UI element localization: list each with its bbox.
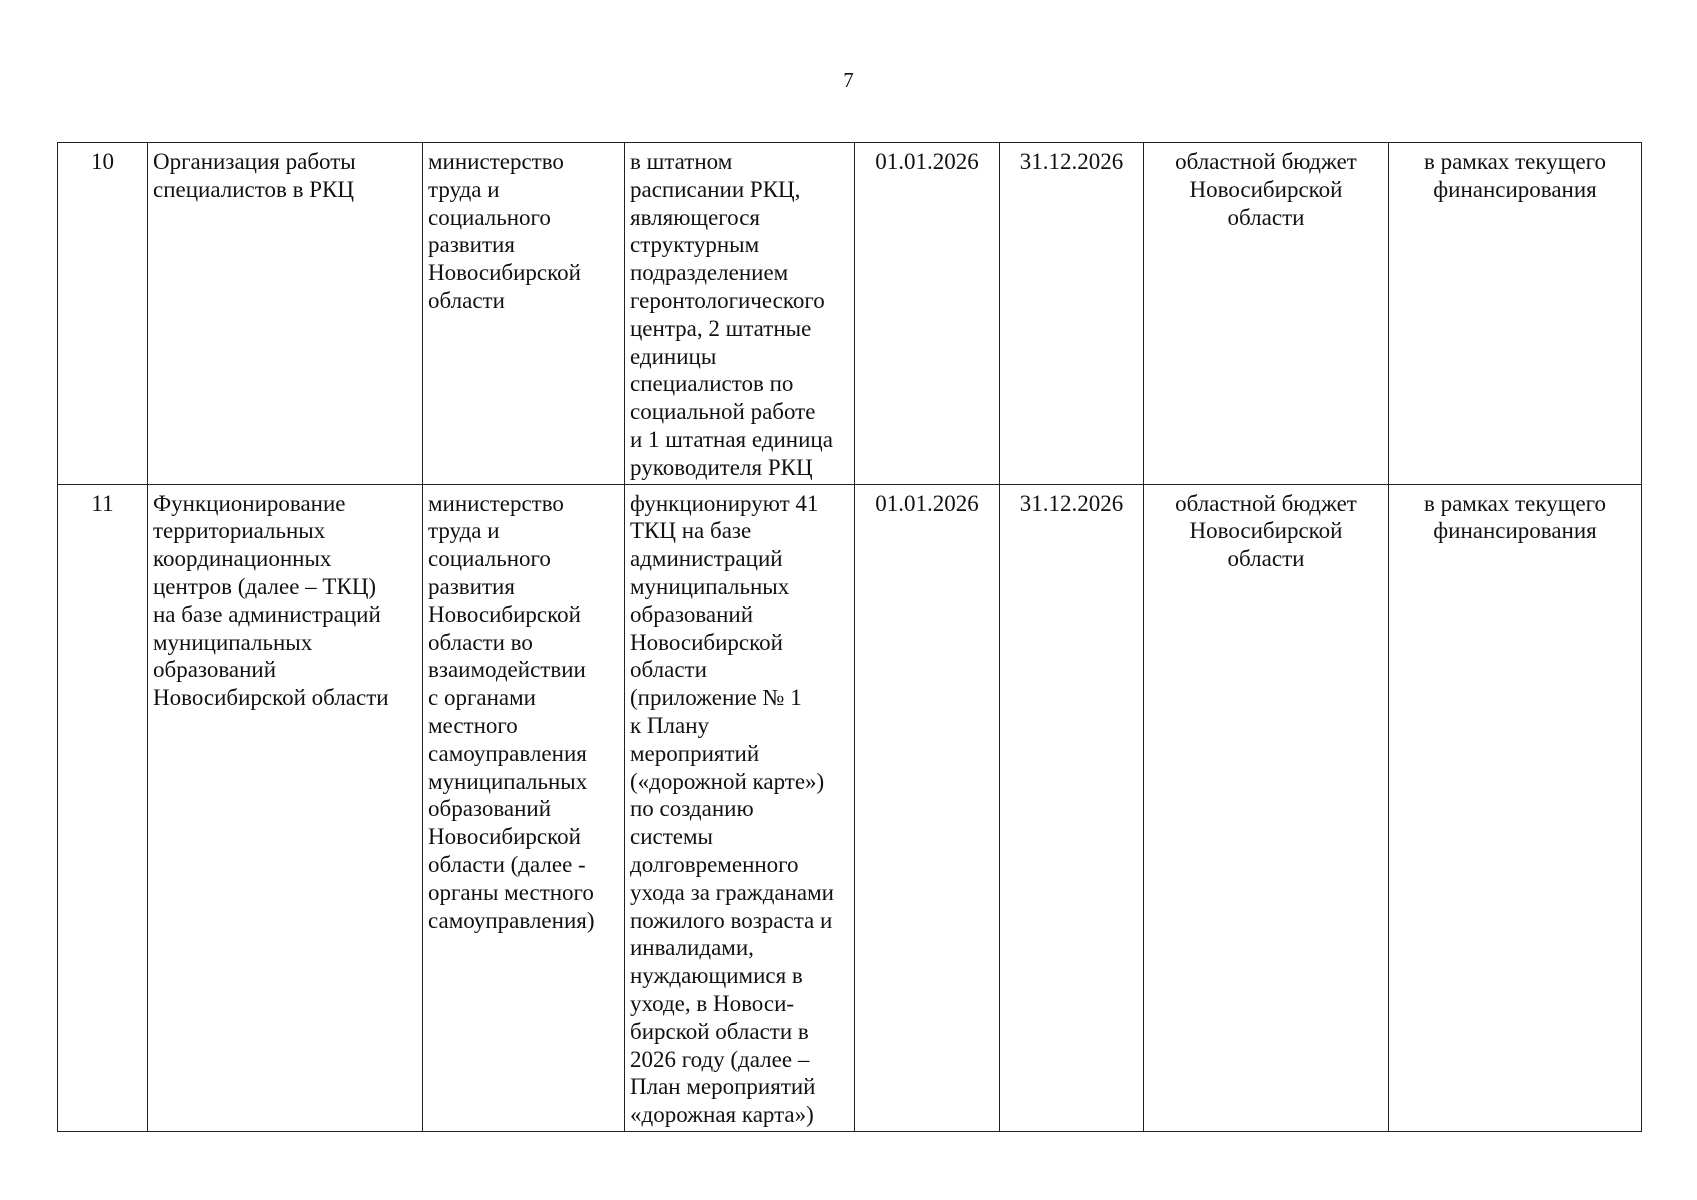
text-line: бирской области в: [630, 1018, 809, 1044]
cell-measure-name: [148, 484, 423, 1131]
text-line: социальной работе: [630, 399, 816, 425]
text-line: на базе администраций: [153, 601, 381, 627]
text-line: области (далее -: [428, 851, 586, 877]
cell-executor: [423, 484, 625, 1131]
text-line: центров (далее – ТКЦ): [153, 573, 377, 599]
text-line: муниципальных: [153, 629, 313, 655]
text-line: инвалидами,: [630, 935, 754, 961]
cell-financing: [1389, 143, 1642, 485]
text-line: расписании РКЦ,: [630, 176, 801, 202]
text-line: области во: [428, 629, 533, 655]
text-line: ухода за гражданами: [630, 879, 834, 905]
text-line: специалистов по: [630, 371, 794, 397]
text-line: (приложение № 1: [630, 685, 802, 711]
text-line: пожилого возраста и: [630, 907, 833, 933]
text-line: структурным: [630, 232, 760, 258]
text-line: («дорожной карте»): [630, 768, 825, 794]
text-line: труда и: [428, 518, 500, 544]
cell-result: [625, 143, 855, 485]
text-line: Новосибирской: [630, 629, 783, 655]
table-row: [58, 484, 1642, 1131]
cell-number: 11: [58, 484, 148, 1131]
text-line: долговременного: [630, 851, 799, 877]
text-line: области: [428, 287, 505, 313]
measures-table: [57, 142, 1642, 1132]
cell-result: [625, 484, 855, 1131]
text-line: министерство: [428, 490, 564, 516]
text-line: к Плану: [630, 712, 710, 738]
cell-end-date: 31.12.2026: [1000, 484, 1144, 1131]
text-line: социального: [428, 204, 551, 230]
text-line: социального: [428, 546, 551, 572]
text-line: территориальных: [153, 518, 326, 544]
text-line: Новосибирской: [1189, 518, 1343, 544]
text-line: «дорожная карта»): [630, 1102, 814, 1128]
text-line: по созданию: [630, 796, 754, 822]
text-line: системы: [630, 824, 713, 850]
text-line: в штатном: [630, 149, 733, 174]
text-line: администраций: [630, 546, 783, 572]
text-line: министерство: [428, 149, 564, 174]
text-line: муниципальных: [428, 768, 588, 794]
text-line: развития: [428, 232, 515, 258]
text-line: Новосибирской: [428, 824, 581, 850]
text-line: специалистов в РКЦ: [153, 176, 354, 202]
text-line: органы местного: [428, 879, 594, 905]
text-line: финансирования: [1433, 176, 1597, 202]
text-line: области: [630, 657, 707, 683]
text-line: мероприятий: [630, 740, 760, 766]
text-line: областной бюджет: [1175, 149, 1357, 174]
table-row: [58, 143, 1642, 485]
text-line: План мероприятий: [630, 1074, 816, 1100]
text-line: ТКЦ на базе: [630, 518, 752, 544]
text-line: в рамках текущего: [1423, 149, 1607, 174]
text-line: координационных: [153, 546, 332, 572]
text-line: функционируют 41: [630, 490, 819, 516]
text-line: самоуправления): [428, 907, 595, 933]
text-line: Новосибирской: [1189, 176, 1343, 202]
text-line: Функционирование: [153, 490, 346, 516]
text-line: геронтологического: [630, 287, 825, 313]
cell-start-date: 01.01.2026: [855, 143, 1000, 485]
text-line: Новосибирской: [428, 260, 581, 286]
text-line: самоуправления: [428, 740, 587, 766]
page-number: 7: [843, 68, 854, 92]
text-line: нуждающимися в: [630, 963, 803, 989]
text-line: образований: [630, 601, 754, 627]
cell-measure-name: [148, 143, 423, 485]
text-line: являющегося: [630, 204, 761, 230]
text-line: труда и: [428, 176, 500, 202]
text-line: подразделением: [630, 260, 789, 286]
cell-start-date: 01.01.2026: [855, 484, 1000, 1131]
text-line: в рамках текущего: [1423, 490, 1607, 516]
text-line: центра, 2 штатные: [630, 315, 812, 341]
text-line: Новосибирской области: [153, 685, 389, 711]
cell-funding-source: [1144, 484, 1389, 1131]
cell-financing: [1389, 484, 1642, 1131]
text-line: взаимодействии: [428, 657, 586, 683]
text-line: руководителя РКЦ: [630, 454, 813, 480]
text-line: развития: [428, 573, 515, 599]
text-line: Организация работы: [153, 149, 356, 174]
text-line: областной бюджет: [1175, 490, 1357, 516]
text-line: образований: [428, 796, 552, 822]
text-line: с органами: [428, 685, 536, 711]
text-line: 2026 году (далее –: [630, 1046, 810, 1072]
text-line: и 1 штатная единица: [630, 426, 833, 452]
text-line: местного: [428, 712, 518, 738]
text-line: финансирования: [1433, 518, 1597, 544]
text-line: муниципальных: [630, 573, 790, 599]
text-line: образований: [153, 657, 277, 683]
text-line: уходе, в Новоси-: [630, 990, 795, 1016]
text-line: Новосибирской: [428, 601, 581, 627]
cell-number: 10: [58, 143, 148, 485]
table-body: [58, 143, 1642, 1132]
text-line: единицы: [630, 343, 717, 369]
cell-executor: [423, 143, 625, 485]
text-line: области: [1227, 204, 1305, 230]
text-line: области: [1227, 546, 1305, 572]
cell-funding-source: [1144, 143, 1389, 485]
cell-end-date: 31.12.2026: [1000, 143, 1144, 485]
